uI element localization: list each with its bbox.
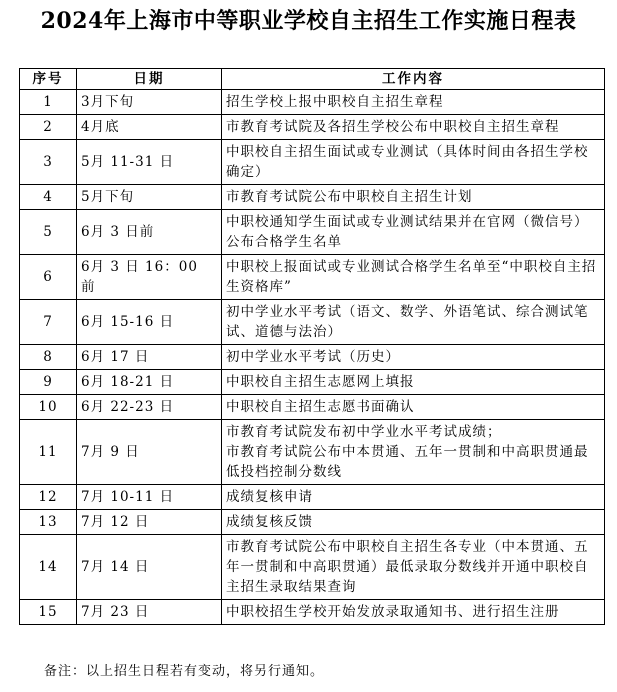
content-line: 市教育考试院发布初中学业水平考试成绩； [226, 424, 502, 440]
content-line: 中职校自主招生志愿书面确认 [226, 399, 415, 415]
content-line: 市教育考试院公布中职校自主招生各专业（中本贯通、五年一贯制和中高职贯通）最低录取分数线并开通中职校自主招生录取结果查询 [226, 539, 589, 595]
cell-content [222, 90, 605, 115]
cell-no: 14 [20, 535, 77, 600]
cell-no: 7 [20, 300, 77, 345]
table-row [20, 420, 605, 485]
table-row [20, 370, 605, 395]
page-title: 2024年上海市中等职业学校自主招生工作实施日程表 [40, 8, 577, 34]
cell-content [222, 420, 605, 485]
cell-date: 7月 23 日 [77, 600, 222, 625]
content-line: 市教育考试院公布中职校自主招生计划 [226, 189, 473, 205]
schedule-body [20, 90, 605, 625]
cell-no: 9 [20, 370, 77, 395]
cell-date: 5月下旬 [77, 185, 222, 210]
table-row [20, 395, 605, 420]
cell-date: 6月 18-21 日 [77, 370, 222, 395]
cell-content [222, 395, 605, 420]
table-row [20, 210, 605, 255]
content-line: 中职校自主招生志愿网上填报 [226, 374, 415, 390]
cell-no: 4 [20, 185, 77, 210]
content-line: 中职校通知学生面试或专业测试结果并在官网（微信号）公布合格学生名单 [226, 214, 589, 250]
content-line: 中职校招生学校开始发放录取通知书、进行招生注册 [226, 604, 560, 620]
footnote: 备注：以上招生日程若有变动，将另行通知。 [44, 664, 325, 679]
cell-content [222, 370, 605, 395]
cell-date: 4月底 [77, 115, 222, 140]
cell-date: 6月 15-16 日 [77, 300, 222, 345]
cell-no: 15 [20, 600, 77, 625]
cell-date: 5月 11-31 日 [77, 140, 222, 185]
cell-date: 6月 3 日 16：00 前 [77, 255, 222, 300]
content-line: 中职校上报面试或专业测试合格学生名单至“中职校自主招生资格库” [226, 259, 597, 295]
table-row [20, 140, 605, 185]
cell-content [222, 345, 605, 370]
cell-no: 11 [20, 420, 77, 485]
content-line: 中职校自主招生面试或专业测试（具体时间由各招生学校确定） [226, 144, 589, 180]
table-row [20, 115, 605, 140]
cell-date: 7月 14 日 [77, 535, 222, 600]
cell-no: 10 [20, 395, 77, 420]
cell-no: 8 [20, 345, 77, 370]
content-line: 成绩复核反馈 [226, 514, 313, 530]
cell-no: 1 [20, 90, 77, 115]
cell-date: 6月 17 日 [77, 345, 222, 370]
header-date: 日期 [77, 69, 222, 90]
cell-no: 12 [20, 485, 77, 510]
cell-content [222, 300, 605, 345]
cell-content [222, 255, 605, 300]
cell-no: 6 [20, 255, 77, 300]
content-line: 市教育考试院及各招生学校公布中职校自主招生章程 [226, 119, 560, 135]
table-row [20, 300, 605, 345]
content-line: 招生学校上报中职校自主招生章程 [226, 94, 444, 110]
header-no: 序号 [20, 69, 77, 90]
cell-no: 5 [20, 210, 77, 255]
cell-date: 3月下旬 [77, 90, 222, 115]
content-line: 市教育考试院公布中本贯通、五年一贯制和中高职贯通最低投档控制分数线 [226, 444, 589, 480]
table-row [20, 185, 605, 210]
cell-date: 7月 12 日 [77, 510, 222, 535]
table-row [20, 255, 605, 300]
cell-content [222, 115, 605, 140]
content-line: 初中学业水平考试（历史） [226, 349, 400, 365]
table-row [20, 600, 605, 625]
cell-no: 3 [20, 140, 77, 185]
cell-content [222, 185, 605, 210]
cell-date: 6月 3 日前 [77, 210, 222, 255]
cell-content [222, 485, 605, 510]
cell-content [222, 510, 605, 535]
content-line: 成绩复核申请 [226, 489, 313, 505]
cell-date: 7月 10-11 日 [77, 485, 222, 510]
cell-content [222, 600, 605, 625]
schedule-table [19, 68, 605, 625]
cell-content [222, 535, 605, 600]
cell-no: 2 [20, 115, 77, 140]
table-row [20, 345, 605, 370]
table-row [20, 485, 605, 510]
header-content: 工作内容 [222, 69, 605, 90]
table-row [20, 510, 605, 535]
cell-content [222, 210, 605, 255]
cell-date: 7月 9 日 [77, 420, 222, 485]
table-row [20, 535, 605, 600]
cell-date: 6月 22-23 日 [77, 395, 222, 420]
cell-no: 13 [20, 510, 77, 535]
content-line: 初中学业水平考试（语文、数学、外语笔试、综合测试笔试、道德与法治） [226, 304, 589, 340]
cell-content [222, 140, 605, 185]
table-header-row [20, 69, 605, 90]
table-row [20, 90, 605, 115]
